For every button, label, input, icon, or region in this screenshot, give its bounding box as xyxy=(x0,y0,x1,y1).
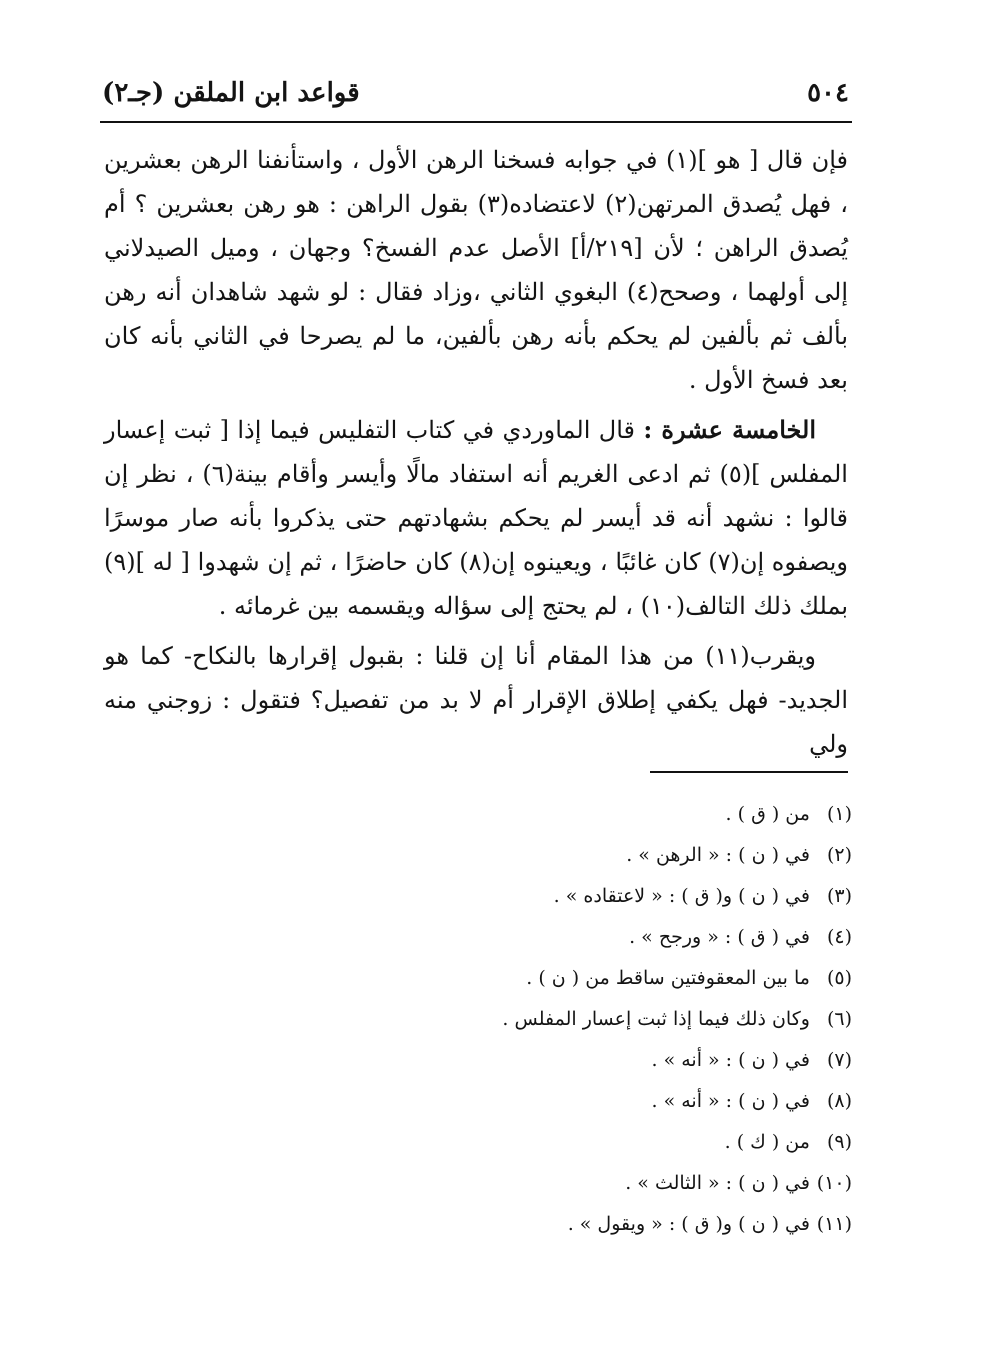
footnote-item xyxy=(252,1163,852,1204)
footnote-number: (١٠) xyxy=(816,1172,852,1194)
footnote-number: (٣) xyxy=(826,885,852,907)
footnote-item xyxy=(252,917,852,958)
footnote-text: من ( ك ) . xyxy=(724,1131,810,1153)
footnote-item xyxy=(252,876,852,917)
footnote-text: في ( ن ) : « أنه » . xyxy=(651,1090,810,1112)
paragraph-2 xyxy=(104,408,848,628)
footnote-number: (٩) xyxy=(826,1131,852,1153)
footnote-item xyxy=(252,1040,852,1081)
footnote-number: (٥) xyxy=(826,967,852,989)
footnote-item xyxy=(252,1081,852,1122)
footnote-item xyxy=(252,835,852,876)
footnote-item xyxy=(252,794,852,835)
footnote-item xyxy=(252,958,852,999)
footnote-number: (١) xyxy=(826,803,852,825)
footnote-item xyxy=(252,1122,852,1163)
footnote-text: في ( ن ) و( ق ) : « ويقول » . xyxy=(567,1213,810,1235)
footnote-number: (٢) xyxy=(826,844,852,866)
paragraph-3: ويقرب(١١) من هذا المقام أنا إن قلنا : بقبول إقرارها بالنكاح- كما هو الجديد- فهل يكفي إطلاق الإقرار أم لا بد من تفصيل؟ فتقول : زوجني منه ولي xyxy=(104,642,848,758)
footnote-item xyxy=(252,999,852,1040)
footnote-divider xyxy=(650,771,848,773)
footnotes-list xyxy=(252,794,852,1245)
footnote-text: وكان ذلك فيما إذا ثبت إعسار المفلس . xyxy=(502,1008,810,1030)
paragraph-2-heading: الخامسة عشرة : xyxy=(643,415,816,444)
paragraph-2-text: قال الماوردي في كتاب التفليس فيما إذا [ ثبت إعسار المفلس ](٥) ثم ادعى الغريم أنه استفاد مالًا وأيسر وأقام بينة(٦) ، نظر إن قالوا : نشهد أنه قد أيسر لم يحكم بشهادتهم حتى يذكروا بأنه صار موسرًا ويصفوه إن(٧) كان غائبًا ، ويعينوه إن(٨) كان حاضرًا ، ثم إن شهدوا [ له ](٩) بملك ذلك التالف(١٠) ، لم يحتج إلى سؤاله ويقسمه بين غرمائه . xyxy=(104,416,848,620)
footnote-text: من ( ق ) . xyxy=(725,803,810,825)
footnote-text: في ( ن ) : « أنه » . xyxy=(651,1049,810,1071)
footnote-number: (٦) xyxy=(826,1008,852,1030)
footnote-item xyxy=(252,1204,852,1245)
footnote-number: (٧) xyxy=(826,1049,852,1071)
footnote-text: في ( ن ) : « الثالث » . xyxy=(625,1172,810,1194)
footnote-number: (٤) xyxy=(826,926,852,948)
footnote-text: في ( ن ) : « الرهن » . xyxy=(626,844,810,866)
main-text xyxy=(104,138,848,766)
running-title: قواعد ابن الملقن (جـ٢) xyxy=(102,78,360,108)
footnote-number: (٨) xyxy=(826,1090,852,1112)
footnote-text: في ( ق ) : « ورجح » . xyxy=(629,926,810,948)
page-number: ٥٠٤ xyxy=(807,78,849,108)
footnote-number: (١١) xyxy=(816,1213,852,1235)
paragraph-1: فإن قال [ هو ](١) في جوابه فسخنا الرهن الأول ، واستأنفنا الرهن بعشرين ، فهل يُصدق المرتهن(٢) لاعتضاده(٣) بقول الراهن : هو رهن بعشرين ؟ أم يُصدق الراهن ؛ لأن [٢١٩/أ] الأصل عدم الفسخ؟ وجهان ، وميل الصيدلاني إلى أولهما ، وصحح(٤) البغوي الثاني ،وزاد فقال : لو شهد شاهدان أنه رهن بألف ثم بألفين لم يحكم بأنه رهن بألفين، ما لم يصرحا في الثاني بأنه كان بعد فسخ الأول . xyxy=(104,146,849,394)
page-header xyxy=(102,72,849,114)
footnote-text: في ( ن ) و( ق ) : « لاعتقاده » . xyxy=(553,885,810,907)
header-divider xyxy=(100,121,852,123)
footnote-text: ما بين المعقوفتين ساقط من ( ن ) . xyxy=(526,967,810,989)
